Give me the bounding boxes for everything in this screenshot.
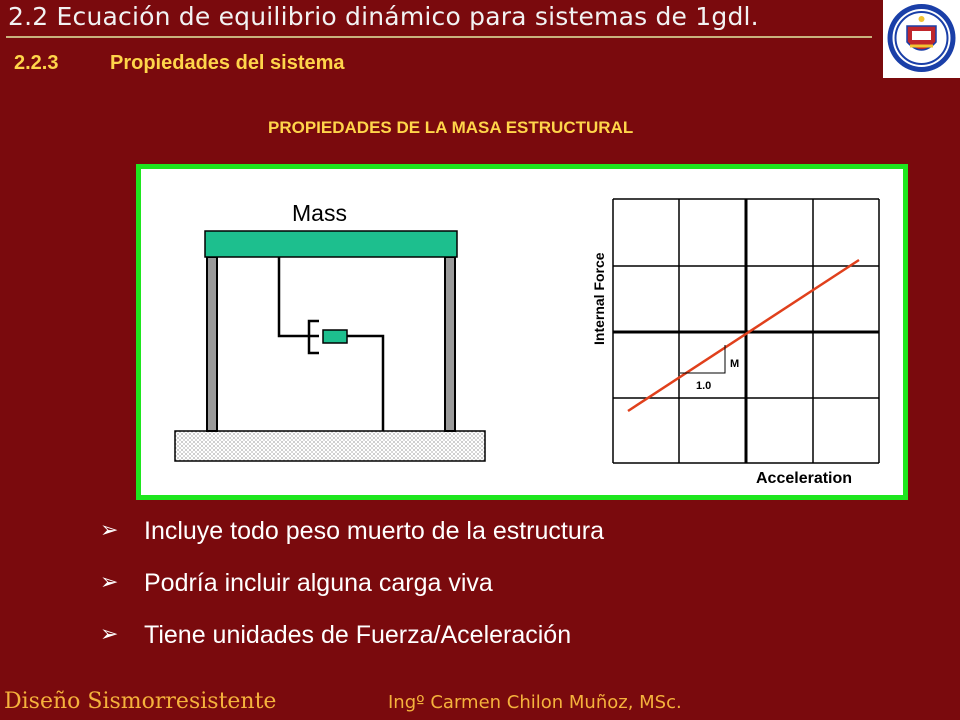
bullet-text: Podría incluir alguna carga viva: [144, 569, 493, 597]
arrow-bullet-icon: ➢: [100, 518, 119, 543]
section-heading: [14, 52, 345, 75]
arrow-bullet-icon: ➢: [100, 622, 119, 647]
slope-run-label: 1.0: [696, 380, 712, 392]
title-divider: [6, 36, 872, 38]
ground-base: [175, 431, 485, 461]
university-logo: [883, 0, 960, 78]
bullet-list: [100, 505, 604, 661]
single-dof-frame: [175, 200, 485, 461]
section-title: Propiedades del sistema: [110, 52, 345, 74]
damper-piston: [323, 330, 347, 343]
slope-rise-label: M: [730, 358, 740, 370]
left-column: [207, 257, 217, 431]
list-item: [100, 609, 604, 661]
slope-triangle: [680, 345, 725, 373]
footer-author: Ingº Carmen Chilon Muñoz, MSc.: [388, 692, 682, 713]
force-acceleration-graph: [591, 199, 879, 487]
bullet-text: Incluye todo peso muerto de la estructura: [144, 517, 604, 545]
university-seal-icon: [883, 0, 960, 78]
arrow-bullet-icon: ➢: [100, 570, 119, 595]
mass-slab: [205, 231, 457, 257]
slide-title: 2.2 Ecuación de equilibrio dinámico para sistemas de 1gdl.: [8, 2, 759, 31]
bullet-text: Tiene unidades de Fuerza/Aceleración: [144, 621, 572, 649]
mass-label: Mass: [292, 200, 347, 226]
mass-property-diagram: [141, 169, 903, 495]
damper-device: [279, 257, 383, 431]
list-item: [100, 505, 604, 557]
figure-frame: [136, 164, 908, 500]
footer-course: Diseño Sismorresistente: [4, 689, 277, 714]
figure-heading: PROPIEDADES DE LA MASA ESTRUCTURAL: [268, 118, 634, 137]
list-item: [100, 557, 604, 609]
section-number: 2.2.3: [14, 52, 59, 74]
y-axis-label: Internal Force: [591, 252, 607, 345]
x-axis-label: Acceleration: [756, 470, 853, 487]
force-acceleration-line: [628, 260, 859, 411]
right-column: [445, 257, 455, 431]
